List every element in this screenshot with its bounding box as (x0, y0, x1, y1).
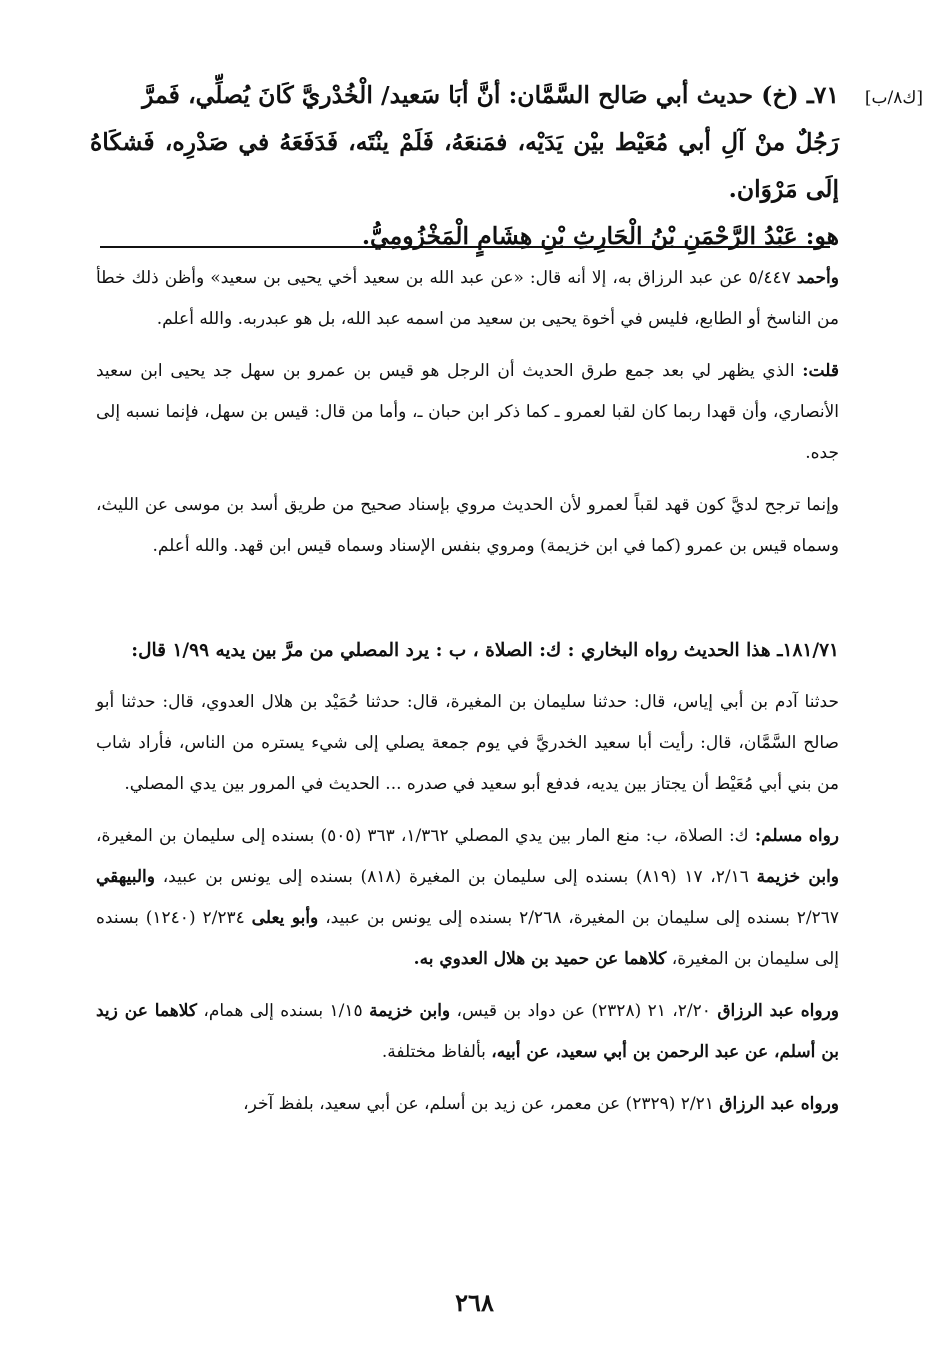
page-number: ٢٦٨ (455, 1288, 494, 1317)
heading-bold: ١٨١/٧١ـ هذا الحديث رواه البخاري (580, 640, 839, 661)
hadith-heading (96, 630, 839, 671)
footnote-text: ٢/٢٣٤ (١٢٤٠) بسنده إلى سليمان بن المغيرة، (96, 908, 839, 969)
footnote-paragraph (96, 258, 839, 340)
footnote-bold: ورواه عبد الرزاق (717, 1001, 840, 1021)
footnote-bold: وأبو يعلى (251, 908, 319, 928)
footnote-text: ك: الصلاة، ب: منع المار بين يدي المصلي ١/٣٦٢، ٣٦٣ (٥٠٥) بسنده إلى سليمان بن المغيرة، (96, 826, 755, 846)
heading-text: : ك: الصلاة ، ب : يرد المصلي من مرَّ بين يديه ١/٩٩ قال: (131, 640, 581, 661)
footnote-bold: قلت: (802, 361, 839, 381)
footnote-paragraph: وإنما ترجح لديَّ كون قهد لقباً لعمرو لأن الحديث مروي بإسناد صحيح من طريق أسد بن موسى عن الليث، وسماه قيس بن عمرو (كما في ابن خزيمة) ومروي بنفس الإسناد وسماه قيس ابن قهد. والله أعلم. (96, 495, 839, 556)
footnote-text: بألفاظ مختلفة. (381, 1042, 492, 1062)
main-text-line: هو: عَبْدُ الرَّحْمَنِ بْنُ الْحَارِثِ بْنِ هِشَامٍ الْمَخْزُومِيُّ. (361, 222, 839, 250)
footnote-text: ١/١٥ بسنده إلى همام، (197, 1001, 370, 1021)
footnote-bold: كلاهما عن حميد بن هلال العدوي به. (413, 949, 667, 969)
footnote-bold: ورواه عبد الرزاق (719, 1094, 839, 1114)
footnote-text: ٢/١٦، ١٧ (٨١٩) بسنده إلى سليمان بن المغيرة (٨١٨) بسنده إلى يونس بن عبيد، (154, 867, 757, 887)
main-text-line: رَجُلٌ منْ آلِ أبي مُعَيْط بيْن يَدَيْه، فمَنعَهُ، فَلَمْ ينْتَه، فَدَفَعَهُ في صَدْرِه، فَشكَاهُ إلَى مَرْوَان. (90, 128, 839, 203)
spacer (96, 578, 839, 630)
footnote-text: ٢/٢٠، ٢١ (٢٣٢٨) عن دواد بن قيس، (450, 1001, 718, 1021)
footnote-divider (100, 246, 830, 248)
folio-margin-note: [ك٨/ب] (864, 88, 923, 108)
footnote-bold: رواه مسلم: (754, 826, 839, 846)
footnote-bold: والبيهقي (96, 867, 155, 887)
footnote-paragraph: حدثنا آدم بن أبي إياس، قال: حدثنا سليمان بن المغيرة، قال: حدثنا حُمَيْد بن هلال العدوي، قال: حدثنا أبو صالح السَّمَّان، قال: رأيت أبا سعيد الخدريَّ في يوم جمعة يصلي إلى شيء يستره من الناس، فأراد شاب من بني أبي مُعَيْط أن يجتاز بين يديه، فدفع أبو سعيد في صدره ... الحديث في المرور بين يدي المصلي. (96, 692, 839, 794)
footnote-bold: وابن خزيمة (369, 1001, 451, 1021)
footnote-paragraph (96, 351, 839, 474)
main-text (90, 72, 839, 260)
footnote-text: ٥/٤٤٧ عن عبد الرزاق به، إلا أنه قال: «عن عبد الله بن سعيد أخي يحيى بن سعيد» وأظن ذلك خطأ من الناسخ أو الطابع، فليس في أخوة يحيى بن سعيد من اسمه عبد الله، بل هو عبدربه. والله أعلم. (96, 268, 839, 329)
footnote-text: ٢/٢١ (٢٣٢٩) عن معمر، عن زيد بن أسلم، عن أبي سعيد، بلفظ آخر، (243, 1094, 720, 1114)
footnote-bold: وابن خزيمة (756, 867, 840, 887)
footnote-bold: كلاهما عن زيد بن أسلم، عن عبد الرحمن بن أبي سعيد، عن أبيه، (96, 1001, 839, 1062)
footnote-bold: وأحمد (796, 268, 839, 288)
footnotes (96, 258, 839, 1136)
footnote-paragraph (96, 1084, 839, 1125)
footnote-paragraph (96, 816, 839, 980)
footnote-text: ٢/٢٦٧ بسنده إلى سليمان بن المغيرة، ٢/٢٦٨ بسنده إلى يونس بن عبيد، (318, 908, 839, 928)
footnote-text: الذي يظهر لي بعد جمع طرق الحديث أن الرجل هو قيس بن عمرو بن سهل جد يحيى ابن سعيد الأنصاري، وأن قهدا ربما كان لقبا لعمرو ـ كما ذكر ابن حبان ـ، وأما من قال: قيس بن سهل، فإنما نسبه إلى جده. (96, 361, 839, 463)
main-text-line: ٧١ـ (خ) حديث أبي صَالح السَّمَّان: أنَّ أبَا سَعيد/ الْخُدْريَّ كَانَ يُصلِّي، فَمرَّ (142, 81, 839, 109)
footnote-paragraph (96, 991, 839, 1073)
